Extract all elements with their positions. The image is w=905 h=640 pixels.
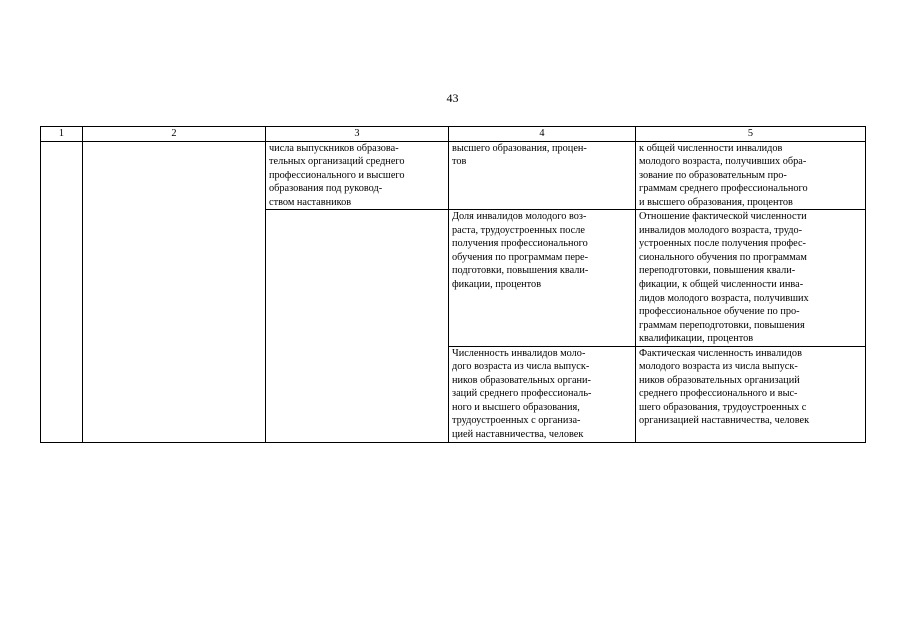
column-header-5: 5 [636,127,866,142]
table-header-row [41,127,866,142]
cell-col4: Доля инвалидов молодого воз- раста, трудоустроенных после получения профессионального обучения по программам пере- подготовки, повышения квали- фикации, процентов [449,210,636,346]
column-header-4: 4 [449,127,636,142]
cell-col2 [83,141,266,442]
column-header-3: 3 [266,127,449,142]
cell-col3 [266,210,449,442]
page-number: 43 [446,91,459,105]
column-header-1: 1 [41,127,83,142]
cell-col3: числа выпускников образова- тельных организаций среднего профессионального и высшего образования под руковод- ством наставников [266,141,449,210]
document-table [40,126,866,443]
cell-col5: к общей численности инвалидов молодого возраста, получивших обра- зование по образовательным про- граммам среднего профессионального и высшего образования, процентов [636,141,866,210]
cell-col1 [41,141,83,442]
table-row [41,141,866,210]
cell-col5: Фактическая численность инвалидов молодого возраста из числа выпуск- ников образовательных организаций среднего профессионального и выс- шего образования, трудоустроенных с организацией наставничества, человек [636,346,866,442]
cell-col5: Отношение фактической численности инвалидов молодого возраста, трудо- устроенных после получения профес- сионального обучения по программам переподготовки, повышения квали- фикации, к общей численности инва- лидов молодого возраста, получивших профессиональное обучение по про- граммам переподготовки, повышения квалификации, процентов [636,210,866,346]
column-header-2: 2 [83,127,266,142]
cell-col4: Численность инвалидов моло- дого возраста из числа выпуск- ников образовательных органи- заций среднего профессиональ- ного и высшего образования, трудоустроенных с организа- цией наставничества, человек [449,346,636,442]
cell-col4: высшего образования, процен- тов [449,141,636,210]
